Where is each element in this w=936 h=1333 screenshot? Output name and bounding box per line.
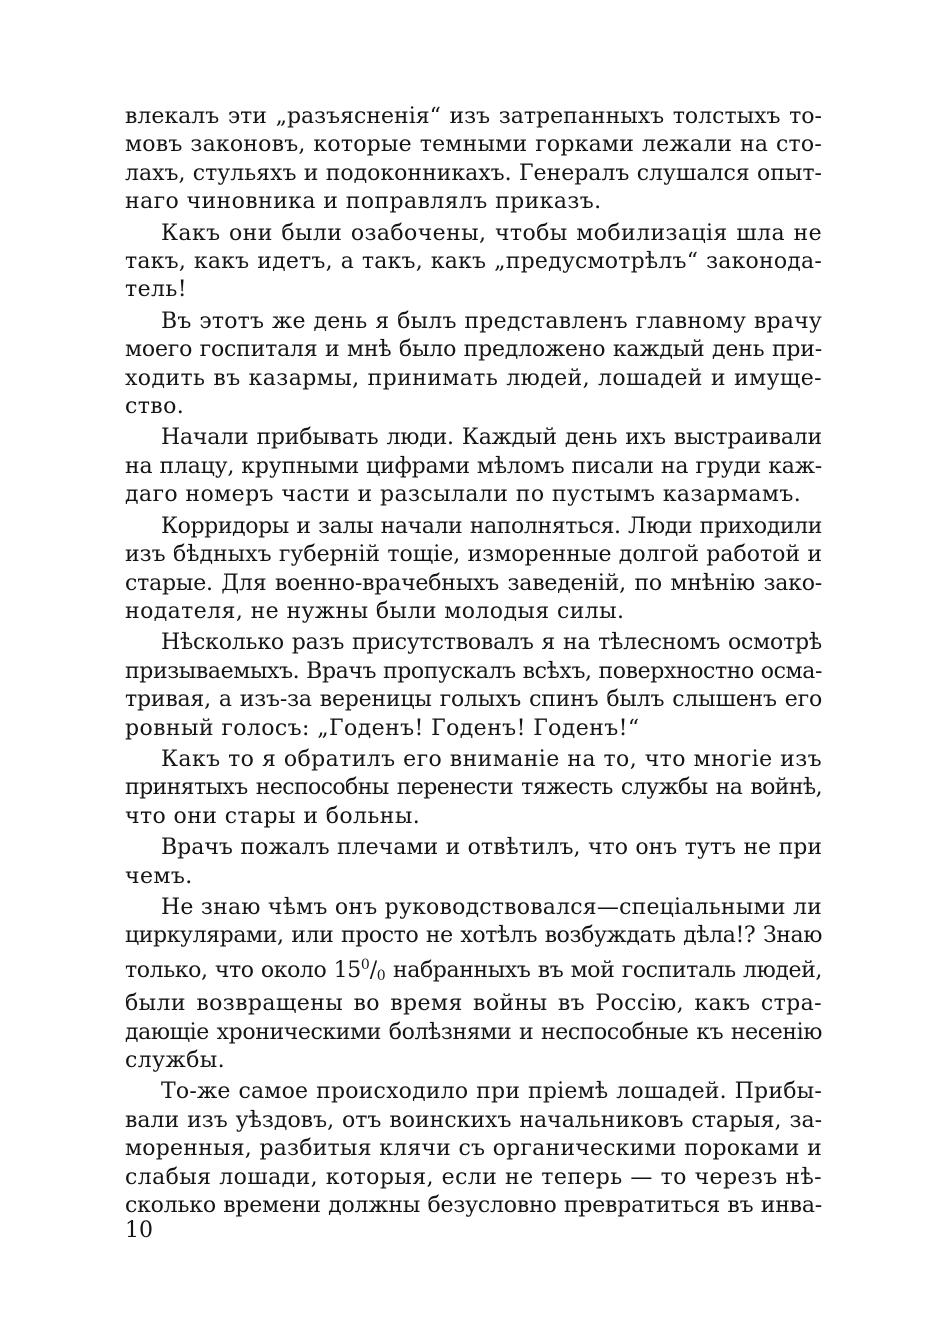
paragraph-6 xyxy=(125,629,822,743)
paragraph-1 xyxy=(125,103,822,217)
text-line: дающіе хроническими болѣзнями и неспособные къ несенію xyxy=(125,1019,822,1045)
text-line: Не знаю чѣмъ онъ руководствовался—спеціальными ли xyxy=(161,894,822,920)
text-line: Въ этотъ же день я былъ представленъ главному врачу xyxy=(161,308,822,334)
paragraph-10 xyxy=(125,1078,822,1220)
text-line: Врачъ пожалъ плечами и отвѣтилъ, что онъ тутъ не при xyxy=(161,835,822,861)
text-line: что они стары и больны. xyxy=(125,803,421,829)
percent-slash: / xyxy=(369,957,377,983)
text-line: влекалъ эти „разъясненія“ изъ затрепанныхъ толстыхъ то- xyxy=(125,104,822,129)
text-line: призываемыхъ. Врачъ пропускалъ всѣхъ, поверхностно осма- xyxy=(125,658,822,684)
percent-sub: 0 xyxy=(376,967,386,984)
text-line: изъ бѣдныхъ губерній тощіе, изморенные долгой работой и xyxy=(125,542,822,568)
text-line: циркулярами, или просто не хотѣлъ возбуждать дѣла!? Знаю xyxy=(125,923,822,949)
text-line: на плацу, крупными цифрами мѣломъ писали на груди каж- xyxy=(125,453,822,479)
text-line: принятыхъ неспособны перенести тяжесть службы на войнѣ, xyxy=(125,775,822,801)
text-line: ходить въ казармы, принимать людей, лошадей и имуще- xyxy=(125,365,822,391)
body-text xyxy=(125,103,822,1220)
text-line: такъ, какъ идетъ, а такъ, какъ „предусмотрѣлъ“ законода- xyxy=(125,249,822,275)
paragraph-8 xyxy=(125,834,822,891)
text-line: Корридоры и залы начали наполняться. Люди приходили xyxy=(161,513,822,539)
paragraph-4 xyxy=(125,424,822,509)
text-line: даго номеръ части и разсылали по пустымъ казармамъ. xyxy=(125,482,802,508)
text-line: лахъ, стульяхъ и подоконникахъ. Генералъ слушался опыт- xyxy=(125,160,822,186)
text-line: тривая, а изъ-за вереницы голыхъ спинъ былъ слышенъ его xyxy=(125,687,822,713)
text-line: Какъ то я обратилъ его вниманіе на то, что многіе изъ xyxy=(161,746,822,772)
text-line: мовъ законовъ, которые темными горками лежали на сто- xyxy=(125,132,822,158)
text-line: старые. Для военно-врачебныхъ заведеній, по мнѣнію зако- xyxy=(125,570,822,596)
text-line: моего госпиталя и мнѣ было предложено каждый день при- xyxy=(125,337,822,363)
text-line: То-же самое происходило при пріемѣ лошадей. Прибы- xyxy=(161,1079,822,1105)
text-line: сколько времени должны безусловно превратиться въ инва- xyxy=(125,1193,822,1219)
text-line: нодателя, не нужны были молодыя силы. xyxy=(125,598,625,624)
text-line: слабыя лошади, которыя, если не теперь — то черезъ нѣ- xyxy=(125,1164,822,1190)
text-line: моренныя, разбитыя клячи съ органическими пороками и xyxy=(125,1136,822,1162)
paragraph-5 xyxy=(125,513,822,627)
text-line: были возвращены во время войны въ Россію, какъ стра- xyxy=(125,991,822,1017)
text-line: ровный голосъ: „Годенъ! Годенъ! Годенъ!“ xyxy=(125,715,640,741)
page-number: 10 xyxy=(125,1218,153,1243)
percent-sup: 0 xyxy=(360,956,370,973)
text-line: ство. xyxy=(125,394,185,420)
paragraph-3 xyxy=(125,308,822,422)
text-line: службы. xyxy=(125,1048,226,1073)
text-line: наго чиновника и поправлялъ приказъ. xyxy=(125,189,602,215)
paragraph-7 xyxy=(125,746,822,831)
text-line-percent xyxy=(125,951,822,990)
text-line: Начали прибывать люди. Каждый день ихъ выстраивали xyxy=(161,425,822,451)
text-line: чемъ. xyxy=(125,863,193,889)
text-line: Нѣсколько разъ присутствовалъ я на тѣлесномъ осмотрѣ xyxy=(161,630,822,656)
text-line: вали изъ уѣздовъ, отъ воинскихъ начальниковъ старыя, за- xyxy=(125,1107,822,1133)
percent-line-before: только, что около 15 xyxy=(125,957,361,983)
percent-line-after: набранныхъ въ мой госпиталь людей, xyxy=(385,957,822,983)
text-line: Какъ они были озабочены, чтобы мобилизація шла не xyxy=(161,220,822,246)
text-line: тель! xyxy=(125,277,187,303)
paragraph-9 xyxy=(125,894,822,1075)
paragraph-2 xyxy=(125,220,822,305)
